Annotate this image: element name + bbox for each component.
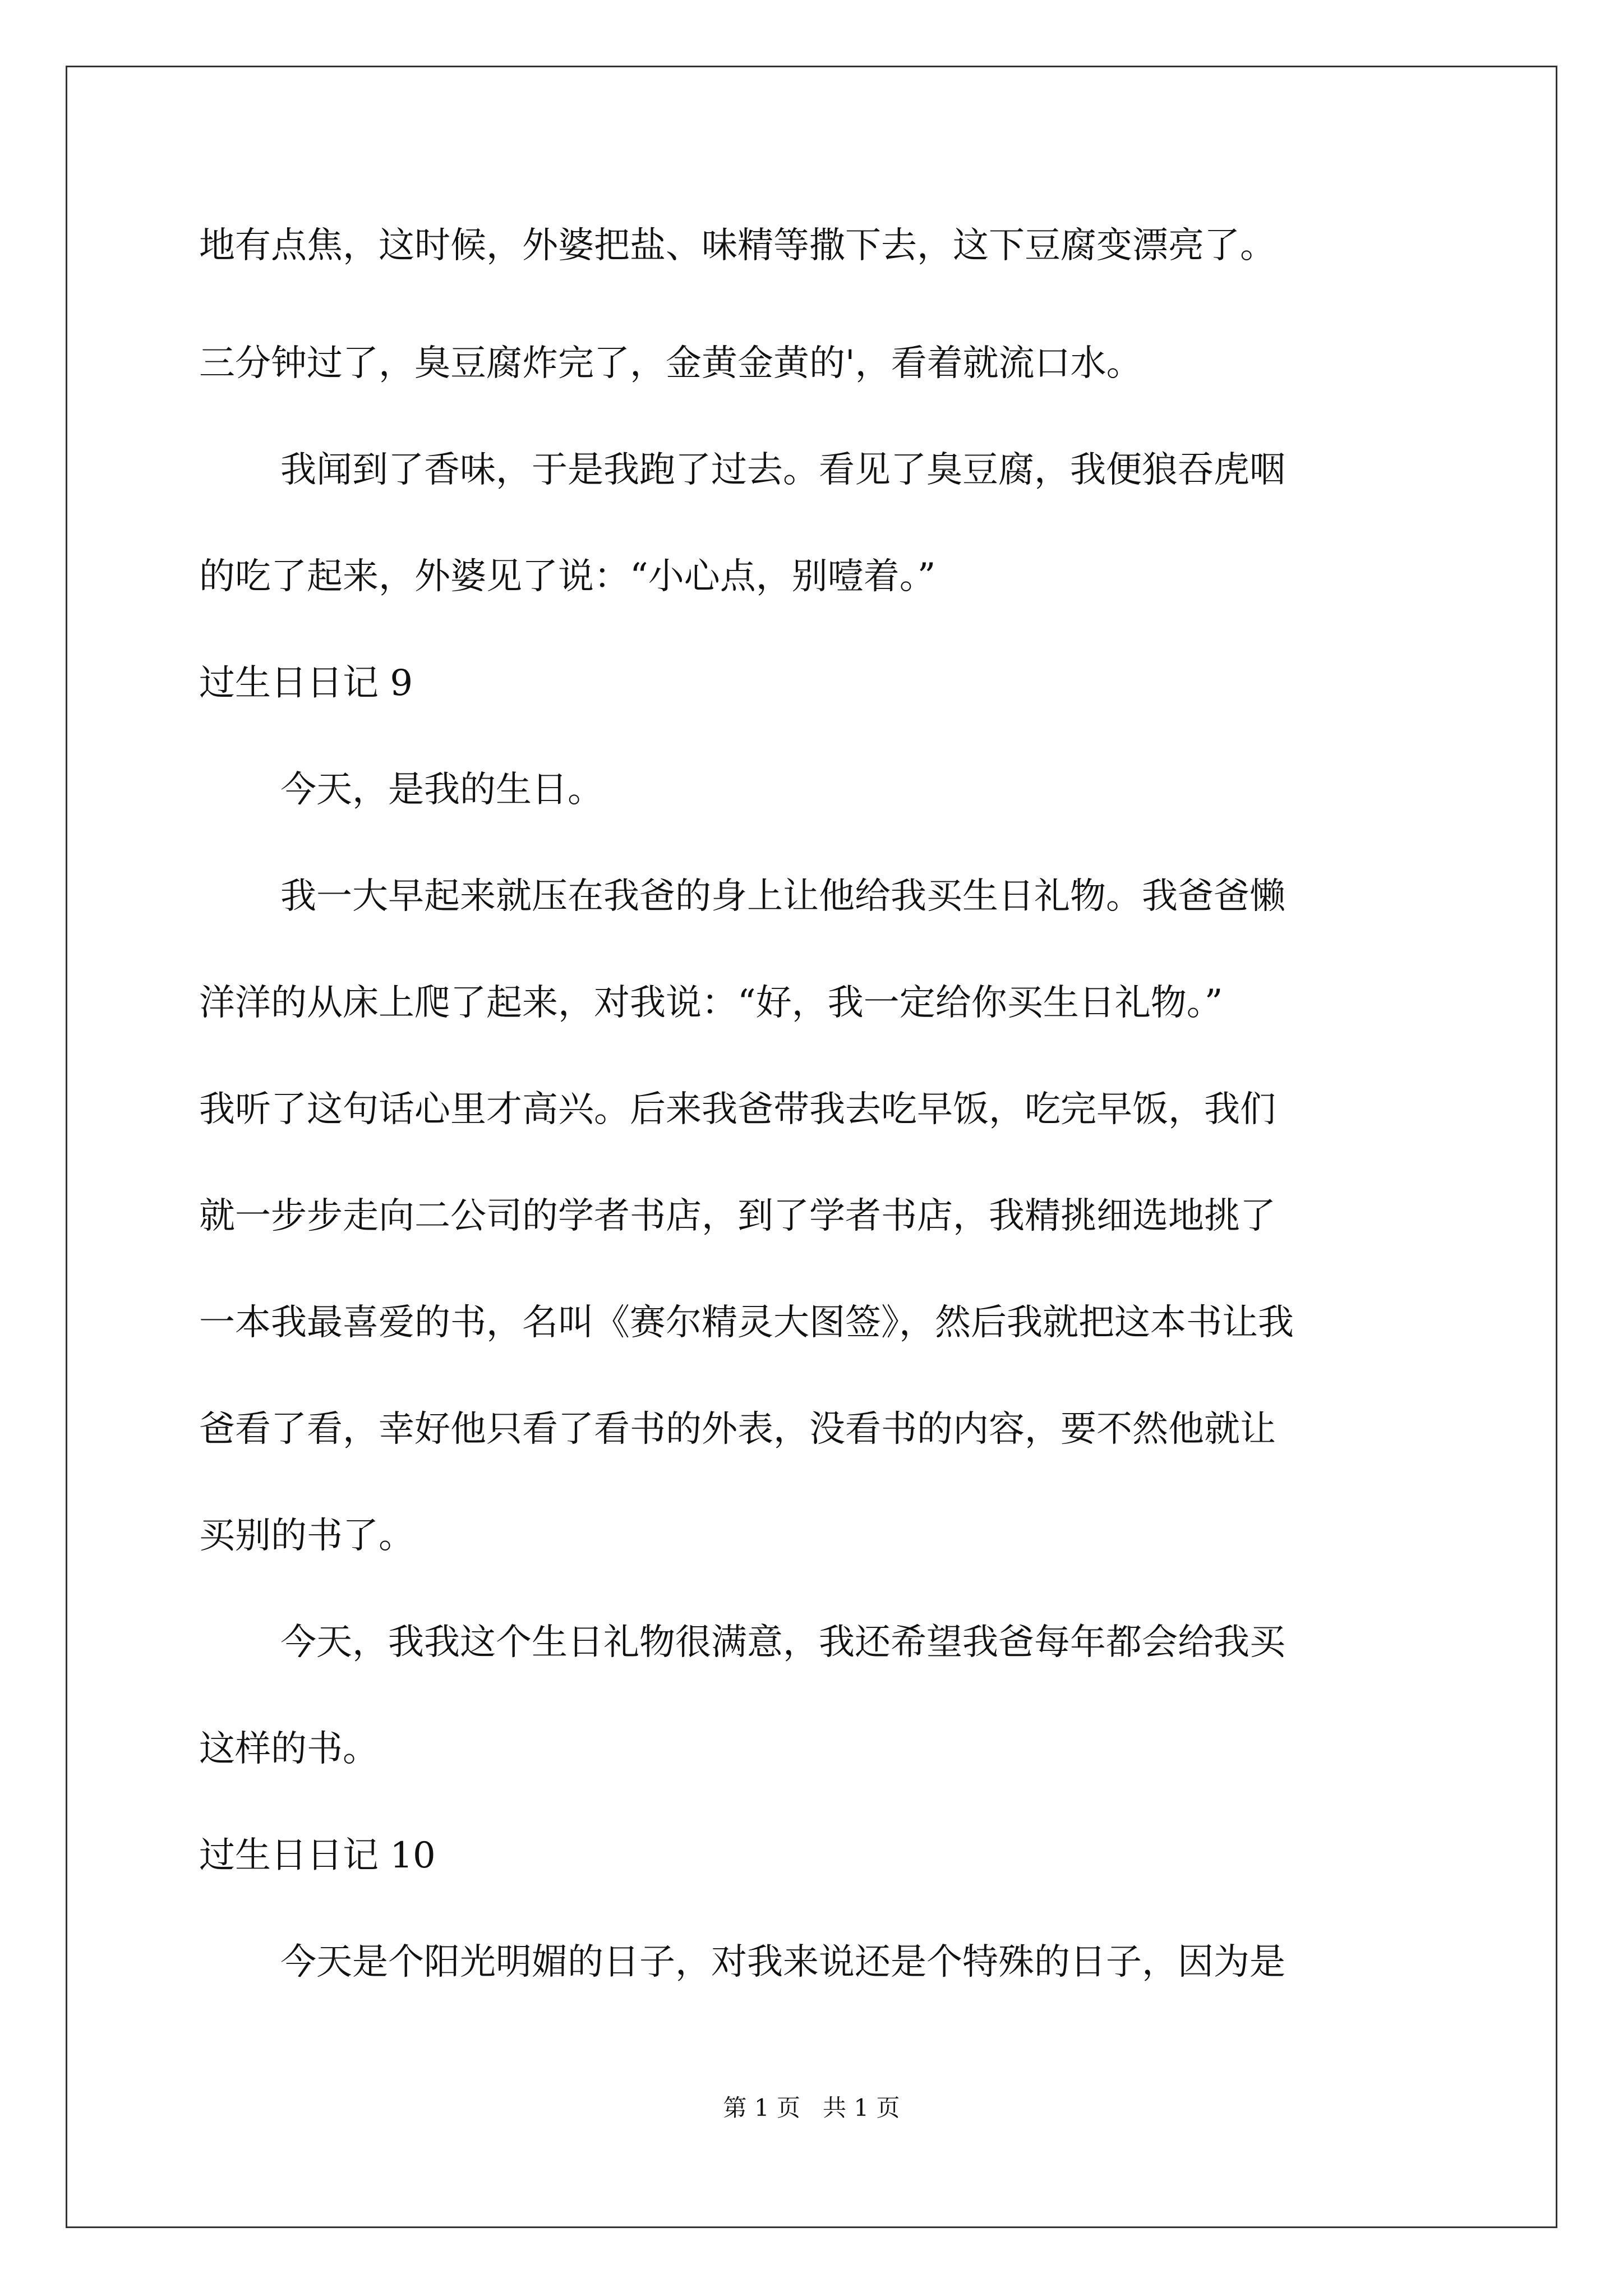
paragraph-line: 洋洋的从床上爬了起来，对我说：“好，我一定给你买生日礼物。” — [199, 982, 1223, 1024]
section-heading: 过生日日记 10 — [199, 1835, 436, 1876]
paragraph-line: 地有点焦，这时候，外婆把盐、味精等撒下去，这下豆腐变漂亮了。 — [199, 225, 1276, 266]
page-border — [66, 66, 1557, 2228]
paragraph-line: 买别的书了。 — [199, 1515, 414, 1557]
paragraph-line: 三分钟过了，臭豆腐炸完了，金黄金黄的'，看着就流口水。 — [199, 343, 1142, 384]
paragraph-line: 我一大早起来就压在我爸的身上让他给我买生日礼物。我爸爸懒 — [280, 876, 1285, 917]
paragraph-line: 一本我最喜爱的书，名叫《赛尔精灵大图签》，然后我就把这本书让我 — [199, 1302, 1294, 1343]
paragraph-line: 我闻到了香味，于是我跑了过去。看见了臭豆腐，我便狼吞虎咽 — [280, 449, 1285, 491]
paragraph-line: 爸看了看，幸好他只看了看书的外表，没看书的内容，要不然他就让 — [199, 1409, 1276, 1450]
paragraph-line: 今天，是我的生日。 — [280, 769, 603, 811]
paragraph-line: 这样的书。 — [199, 1728, 379, 1770]
paragraph-line: 就一步步走向二公司的学者书店，到了学者书店，我精挑细选地挑了 — [199, 1195, 1276, 1237]
paragraph-line: 的吃了起来，外婆见了说：“小心点，别噎着。” — [199, 556, 936, 597]
section-heading: 过生日日记 9 — [199, 662, 413, 704]
paragraph-line: 我听了这句话心里才高兴。后来我爸带我去吃早饭，吃完早饭，我们 — [199, 1089, 1276, 1130]
paragraph-line: 今天是个阳光明媚的日子，对我来说还是个特殊的日子，因为是 — [280, 1941, 1285, 1983]
page-number-footer: 第 1 页 共 1 页 — [723, 2094, 900, 2122]
paragraph-line: 今天，我我这个生日礼物很满意，我还希望我爸每年都会给我买 — [280, 1622, 1285, 1663]
